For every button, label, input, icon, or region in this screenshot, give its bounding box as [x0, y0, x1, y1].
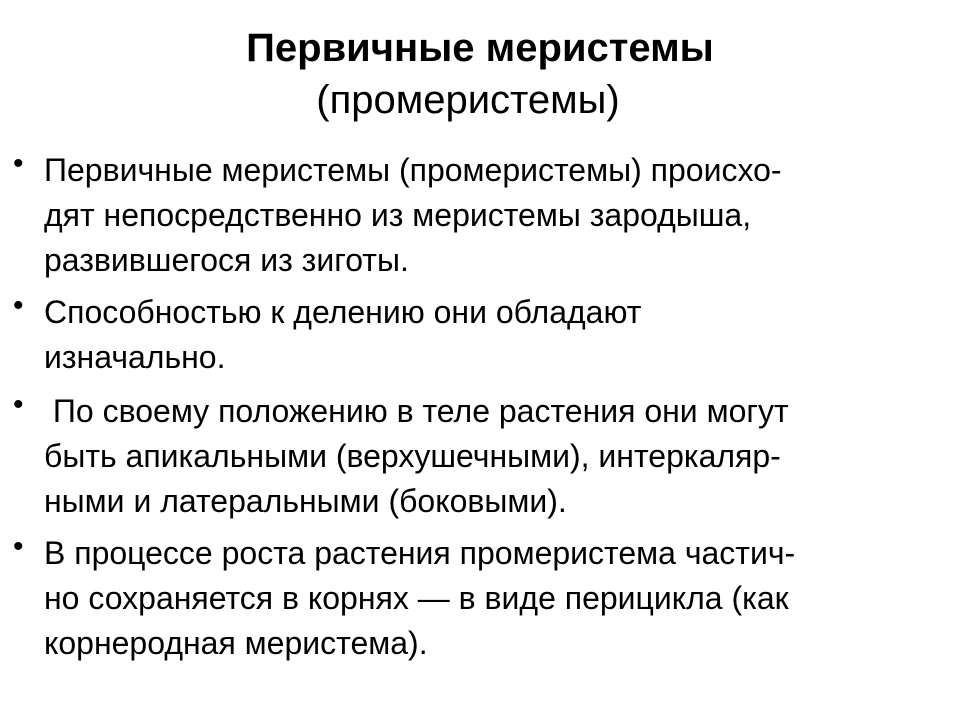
bullet-line: корнеродная меристема). — [44, 625, 428, 661]
bullet-text — [44, 148, 944, 283]
bullet-line: В процессе роста растения промеристема частич- — [44, 535, 796, 571]
bullet-line: дят непосредственно из меристемы зародыша, — [44, 197, 752, 233]
bullet-marker: • — [13, 388, 24, 421]
bullet-line: но сохраняется в корнях — в виде перицикла (как — [44, 580, 789, 616]
bullet-line: изначально. — [44, 339, 226, 375]
bullet-line: По своему положению в теле растения они могут — [44, 393, 789, 429]
bullet-line: Способностью к делению они обладают — [44, 294, 642, 330]
slide-subtitle: (промеристемы) — [316, 78, 620, 122]
bullet-line: Первичные меристемы (промеристемы) происхо- — [44, 152, 782, 188]
bullet-text — [44, 389, 944, 524]
bullet-text — [44, 290, 944, 380]
bullet-marker: • — [13, 147, 24, 180]
bullet-text — [44, 531, 944, 666]
slide-title: Первичные меристемы — [246, 26, 714, 70]
bullet-line: развившегося из зиготы. — [44, 242, 409, 278]
bullet-marker: • — [13, 530, 24, 563]
bullet-marker: • — [13, 289, 24, 322]
bullet-line: быть апикальными (верхушечными), интеркаляр- — [44, 438, 781, 474]
bullet-line: ными и латеральными (боковыми). — [44, 483, 567, 519]
